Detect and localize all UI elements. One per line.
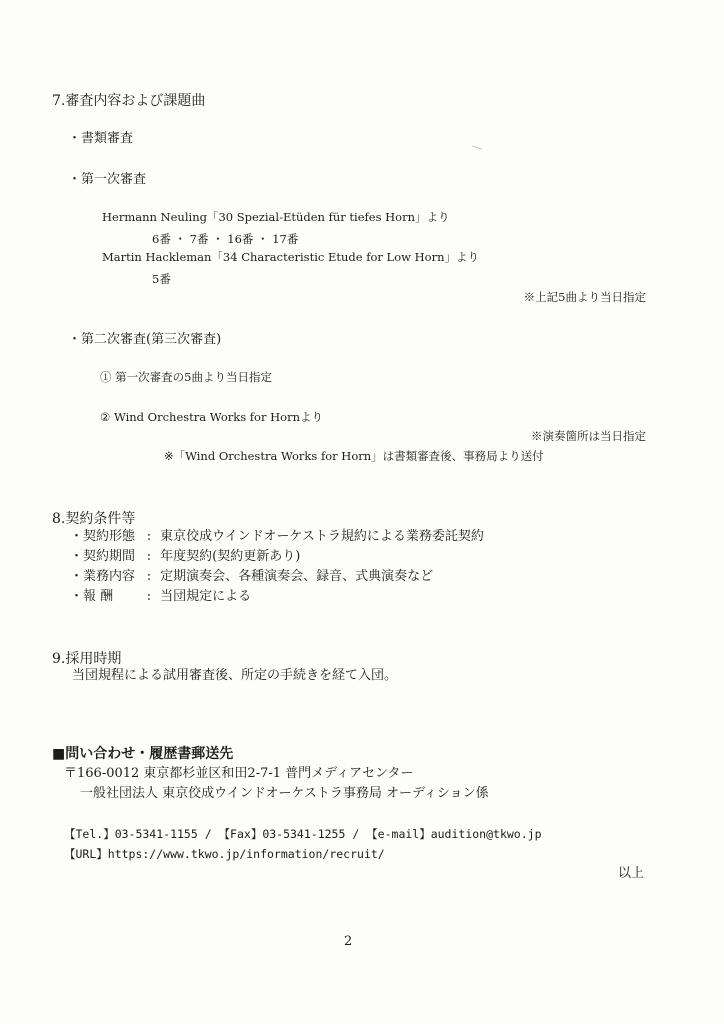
first-round-piece-2-numbers: 5番 [152,272,171,286]
first-round-piece-1-numbers: 6番 ・ 7番 ・ 16番 ・ 17番 [152,232,299,246]
contract-row-value: 年度契約(契約更新あり) [160,549,301,564]
closing-text: 以上 [617,866,644,881]
second-round-item-1: ① 第一次審査の5曲より当日指定 [100,370,272,384]
second-round-label: ・第二次審査(第三次審査) [68,332,222,347]
contract-row [70,530,484,543]
contract-row [70,570,433,583]
document-review-label: ・書類審査 [68,131,134,146]
first-round-note: ※上記5曲より当日指定 [523,290,646,304]
colon: : [146,569,152,584]
colon: : [146,529,152,544]
section-7-heading: 7.審査内容および課題曲 [52,93,206,109]
colon: : [146,589,152,604]
contract-row-value: 当団規定による [160,589,252,604]
first-round-label: ・第一次審査 [68,172,147,187]
contract-row-key: ・契約形態 [70,529,136,544]
contract-row-key: ・業務内容 [70,569,136,584]
section-8-heading: 8.契約条件等 [52,511,136,527]
page-number: 2 [344,934,353,949]
colon: : [146,549,152,564]
contact-tel-fax-email: 【Tel.】03-5341-1155 / 【Fax】03-5341-1255 / 【e-mail】audition@tkwo.jp [64,827,542,841]
second-round-note-2: ※「Wind Orchestra Works for Horn」は書類審査後、事務局より送付 [164,449,544,463]
section-9-heading: 9.採用時期 [52,651,122,667]
contract-row-key: ・報 酬 [70,589,114,604]
contract-row-key: ・契約期間 [70,549,136,564]
contract-row [70,590,251,603]
scan-speck [472,145,482,149]
contract-row-value: 東京佼成ウインドオーケストラ規約による業務委託契約 [160,529,484,544]
first-round-piece-1: Hermann Neuling「30 Spezial-Etüden für tiefes Horn」より [102,210,450,224]
section-9-body: 当団規程による試用審査後、所定の手続きを経て入団。 [72,668,398,683]
second-round-item-2: ② Wind Orchestra Works for Hornより [100,410,323,424]
contact-url: 【URL】https://www.tkwo.jp/information/recruit/ [64,847,385,861]
contract-row [70,550,300,563]
contact-organization: 一般社団法人 東京佼成ウインドオーケストラ事務局 オーディション係 [80,786,489,801]
second-round-note-1: ※演奏箇所は当日指定 [531,429,646,443]
contact-address: 〒166-0012 東京都杉並区和田2-7-1 普門メディアセンター [64,766,414,781]
contract-row-value: 定期演奏会、各種演奏会、録音、式典演奏など [160,569,434,584]
contact-heading: ■問い合わせ・履歴書郵送先 [52,746,234,762]
first-round-piece-2: Martin Hackleman「34 Characteristic Etude for Low Horn」より [102,250,479,264]
